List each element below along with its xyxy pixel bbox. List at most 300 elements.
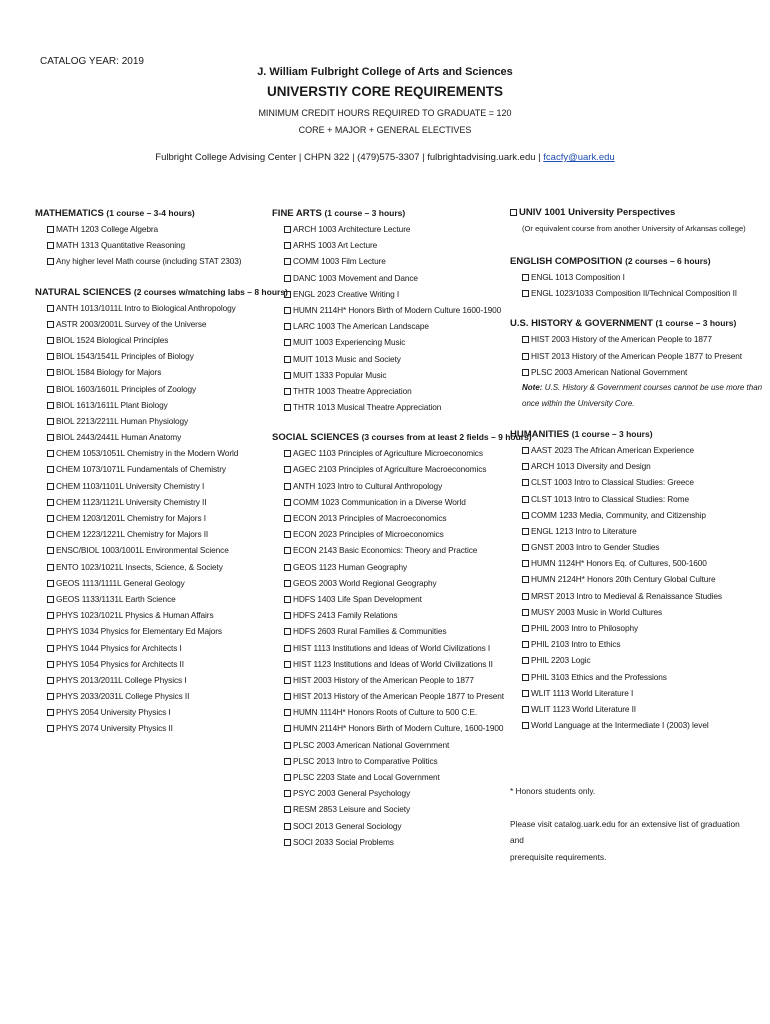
checkbox[interactable] [284, 499, 291, 506]
course-item [272, 607, 504, 623]
course-item [272, 526, 504, 542]
course-label: CHEM 1123/1121L University Chemistry II [56, 496, 207, 507]
course-item [272, 818, 504, 834]
course-label: CLST 1003 Intro to Classical Studies: Greece [531, 477, 694, 488]
checkbox[interactable] [522, 544, 529, 551]
section-mathematics [35, 205, 265, 270]
checkbox[interactable] [284, 547, 291, 554]
course-label: ECON 2023 Principles of Microeconomics [293, 529, 444, 540]
section-heading [510, 253, 755, 269]
checkbox[interactable] [284, 742, 291, 749]
course-item [510, 669, 755, 685]
course-item [510, 685, 755, 701]
course-item [35, 348, 265, 364]
course-label: PLSC 2003 American National Government [531, 366, 688, 377]
course-label: MATH 1313 Quantitative Reasoning [56, 240, 186, 251]
course-item [510, 604, 755, 620]
footer-line-2: prerequisite requirements. [510, 851, 607, 862]
course-item [35, 381, 265, 397]
course-label: PSYC 2003 General Psychology [293, 788, 411, 799]
course-item [272, 656, 504, 672]
checkbox[interactable] [522, 560, 529, 567]
course-label: GEOS 2003 World Regional Geography [293, 577, 437, 588]
course-label: AAST 2023 The African American Experience [531, 444, 695, 455]
course-label: HIST 2013 History of the American People 1877 to Present [531, 350, 743, 361]
course-label: BIOL 1524 Biological Principles [56, 334, 169, 345]
course-item [35, 461, 265, 477]
section-university-perspectives [510, 205, 755, 237]
course-label: PLSC 2203 State and Local Government [293, 772, 440, 782]
checkbox[interactable] [47, 499, 54, 506]
checkbox[interactable] [522, 463, 529, 470]
course-label: ENGL 1213 Intro to Literature [531, 525, 637, 536]
course-label: THTR 1013 Musical Theatre Appreciation [293, 402, 442, 413]
checkbox[interactable] [522, 479, 529, 486]
course-item [35, 656, 265, 672]
checkbox[interactable] [47, 580, 54, 587]
checkbox[interactable] [47, 305, 54, 312]
checkbox[interactable] [47, 645, 54, 652]
checkbox[interactable] [522, 447, 529, 454]
checkbox[interactable] [284, 645, 291, 652]
section-title: SOCIAL SCIENCES [272, 432, 359, 444]
course-item [272, 575, 504, 591]
course-label: DANC 1003 Movement and Dance [293, 272, 418, 283]
course-list [35, 300, 265, 737]
course-label: SOCI 2013 General Sociology [293, 820, 402, 831]
course-item [272, 270, 504, 286]
section-heading [272, 205, 504, 221]
checkbox[interactable] [522, 353, 529, 360]
checkbox[interactable] [47, 661, 54, 668]
course-label: PHYS 2033/2031L College Physics II [56, 691, 190, 702]
checkbox[interactable] [284, 564, 291, 571]
course-item [35, 478, 265, 494]
course-item [272, 623, 504, 639]
checkbox[interactable] [47, 258, 54, 265]
course-label: ENGL 1013 Composition I [531, 272, 625, 282]
course-label: BIOL 2213/2211L Human Physiology [56, 415, 189, 426]
honors-note: * Honors students only. [510, 786, 596, 797]
checkbox[interactable] [47, 418, 54, 425]
course-item [35, 445, 265, 461]
course-item [272, 688, 504, 704]
checkbox[interactable] [522, 274, 529, 281]
section-heading [272, 429, 532, 445]
course-item [272, 640, 504, 656]
checkbox[interactable] [284, 483, 291, 490]
course-label: HDFS 1403 Life Span Development [293, 593, 422, 604]
checkbox[interactable] [284, 806, 291, 813]
course-item [35, 429, 265, 445]
course-label: BIOL 1603/1601L Principles of Zoology [56, 383, 197, 394]
checkbox[interactable] [284, 839, 291, 846]
course-list [510, 442, 755, 733]
course-item [35, 575, 265, 591]
course-label: HUMN 1124H* Honors Eq. of Cultures, 500-1600 [531, 558, 707, 569]
checkbox[interactable] [47, 337, 54, 344]
checkbox[interactable] [522, 674, 529, 681]
checkbox[interactable] [522, 369, 529, 376]
checkbox[interactable] [47, 226, 54, 233]
course-item [272, 785, 504, 801]
course-label: MATH 1203 College Algebra [56, 224, 159, 234]
checkbox[interactable] [47, 547, 54, 554]
course-label: ECON 2013 Principles of Macroeconomics [293, 513, 447, 523]
section-heading [510, 315, 755, 331]
course-label: THTR 1003 Theatre Appreciation [293, 385, 412, 396]
section-heading [510, 426, 755, 442]
course-label: PHYS 2054 University Physics I [56, 707, 171, 718]
course-item [510, 620, 755, 636]
checkbox[interactable] [284, 291, 291, 298]
course-label: BIOL 1613/1611L Plant Biology [56, 399, 168, 410]
course-item [35, 364, 265, 380]
course-label: HUMN 2114H* Honors Birth of Modern Culture 1600-1900 [293, 304, 502, 315]
course-item [272, 753, 504, 769]
course-item [35, 559, 265, 575]
course-list [272, 221, 504, 415]
checkbox[interactable] [522, 528, 529, 535]
course-label: ASTR 2003/2001L Survey of the Universe [56, 318, 207, 329]
course-item [272, 834, 504, 850]
checkbox[interactable] [47, 466, 54, 473]
course-item [510, 458, 755, 474]
course-label: PHIL 2203 Logic [531, 655, 591, 666]
checkbox[interactable] [522, 336, 529, 343]
course-label: GEOS 1123 Human Geography [293, 561, 408, 572]
checkbox[interactable] [47, 596, 54, 603]
course-label: GEOS 1133/1131L Earth Science [56, 593, 176, 604]
course-item [35, 510, 265, 526]
course-label: CHEM 1073/1071L Fundamentals of Chemistry [56, 464, 226, 475]
checkbox[interactable] [284, 339, 291, 346]
course-label: ANTH 1013/1011L Intro to Biological Anthropology [56, 302, 236, 313]
checkbox[interactable] [284, 356, 291, 363]
course-item [35, 591, 265, 607]
course-item [35, 704, 265, 720]
checkbox[interactable] [522, 512, 529, 519]
course-label: SOCI 2033 Social Problems [293, 836, 394, 847]
checkbox[interactable] [284, 531, 291, 538]
course-item [510, 507, 755, 523]
course-item [510, 364, 755, 380]
course-label: BIOL 2443/2441L Human Anatomy [56, 432, 182, 443]
checkbox[interactable] [284, 758, 291, 765]
checkbox[interactable] [284, 725, 291, 732]
course-label: AGEC 1103 Principles of Agriculture Microeconomics [293, 448, 483, 459]
course-item [35, 253, 265, 269]
course-label: BIOL 1543/1541L Principles of Biology [56, 351, 194, 362]
column-1 [35, 205, 288, 751]
course-label: ENGL 1023/1033 Composition II/Technical Composition II [531, 288, 737, 299]
section-requirement: (1 course – 3 hours) [324, 208, 406, 218]
course-list [510, 269, 755, 301]
course-label: WLIT 1123 World Literature II [531, 703, 637, 714]
course-item [272, 559, 504, 575]
course-item [35, 413, 265, 429]
course-item [272, 801, 504, 817]
checkbox[interactable] [284, 693, 291, 700]
course-item [272, 445, 504, 461]
checkbox[interactable] [47, 450, 54, 457]
section-english-composition [510, 253, 755, 301]
course-label: CHEM 1103/1101L University Chemistry I [56, 480, 205, 491]
checkbox[interactable] [284, 628, 291, 635]
course-label: AGEC 2103 Principles of Agriculture Macroeconomics [293, 464, 487, 475]
course-label: PHIL 2103 Intro to Ethics [531, 639, 621, 650]
course-label: PHIL 3103 Ethics and the Professions [531, 671, 667, 682]
checkbox[interactable] [47, 369, 54, 376]
checkbox[interactable] [284, 677, 291, 684]
checkbox[interactable] [522, 706, 529, 713]
course-item [272, 302, 504, 318]
checkbox[interactable] [284, 580, 291, 587]
course-label: MUIT 1003 Experiencing Music [293, 337, 406, 348]
checkbox[interactable] [47, 353, 54, 360]
checkbox[interactable] [284, 612, 291, 619]
min-hours-line: MINIMUM CREDIT HOURS REQUIRED TO GRADUATE = 120 [258, 108, 512, 118]
checkbox[interactable] [284, 823, 291, 830]
course-label: MRST 2013 Intro to Medieval & Renaissance Studies [531, 590, 722, 601]
course-label: PHYS 2013/2011L College Physics I [56, 674, 187, 685]
course-item [272, 494, 504, 510]
checkbox[interactable] [284, 323, 291, 330]
checkbox[interactable] [47, 402, 54, 409]
course-label: HDFS 2603 Rural Families & Communities [293, 626, 447, 637]
checkbox[interactable] [284, 709, 291, 716]
section-humanities [510, 426, 755, 733]
course-label: PHIL 2003 Intro to Philosophy [531, 623, 639, 633]
course-item [510, 717, 755, 733]
course-label: HIST 1113 Institutions and Ideas of World Civilizations I [293, 642, 491, 653]
section-title: FINE ARTS [272, 208, 322, 219]
checkbox[interactable] [47, 725, 54, 732]
checkbox[interactable] [47, 515, 54, 522]
course-label: GEOS 1113/1111L General Geology [56, 577, 185, 588]
course-label: HIST 1123 Institutions and Ideas of World Civilizations II [293, 658, 493, 669]
course-item [272, 461, 504, 477]
course-item [510, 348, 755, 364]
course-label: WLIT 1113 World Literature I [531, 687, 634, 698]
checkbox[interactable] [284, 596, 291, 603]
course-item [510, 491, 755, 507]
course-label: MUSY 2003 Music in World Cultures [531, 606, 663, 617]
checkbox[interactable] [284, 258, 291, 265]
section-title: HUMANITIES [510, 428, 570, 440]
course-label: GNST 2003 Intro to Gender Studies [531, 542, 660, 553]
course-item [272, 510, 504, 526]
section-heading [510, 205, 755, 221]
course-label: COMM 1003 Film Lecture [293, 256, 386, 267]
checkbox[interactable] [284, 404, 291, 411]
course-item [35, 300, 265, 316]
checkbox[interactable] [47, 612, 54, 619]
course-label: ECON 2143 Basic Economics: Theory and Practice [293, 545, 478, 556]
course-label: LARC 1003 The American Landscape [293, 321, 429, 332]
course-list [272, 445, 504, 850]
course-label: ARCH 1013 Diversity and Design [531, 461, 651, 472]
course-item [272, 221, 504, 237]
course-label: HIST 2003 History of the American People to 1877 [531, 334, 712, 345]
checkbox[interactable] [284, 388, 291, 395]
course-item [35, 640, 265, 656]
checkbox[interactable] [284, 790, 291, 797]
note-label: Note: [522, 382, 543, 392]
course-item [510, 636, 755, 652]
course-label: CLST 1013 Intro to Classical Studies: Rome [531, 493, 689, 504]
course-item [272, 478, 504, 494]
checkbox[interactable] [522, 609, 529, 616]
course-item [272, 704, 504, 720]
section-natural-sciences [35, 284, 288, 737]
course-item [510, 523, 755, 539]
course-item [35, 316, 265, 332]
course-item [35, 672, 265, 688]
checkbox[interactable] [522, 593, 529, 600]
section-title: MATHEMATICS [35, 208, 104, 219]
course-item [272, 318, 504, 334]
course-item [35, 526, 265, 542]
course-list [35, 221, 265, 270]
section-us-history-government [510, 315, 763, 412]
section-title: ENGLISH COMPOSITION [510, 256, 623, 267]
course-label: HIST 2003 History of the American People to 1877 [293, 674, 474, 685]
course-label: World Language at the Intermediate I (2003) level [531, 720, 709, 731]
course-label: HUMN 2124H* Honors 20th Century Global Culture [531, 574, 716, 585]
checkbox[interactable] [47, 434, 54, 441]
checkbox[interactable] [522, 576, 529, 583]
course-label: PHYS 1034 Physics for Elementary Ed Majors [56, 626, 222, 637]
course-item [510, 285, 755, 301]
course-item [510, 539, 755, 555]
section-heading [35, 205, 265, 221]
course-label: CHEM 1223/1221L Chemistry for Majors II [56, 529, 209, 540]
course-label: ARHS 1003 Art Lecture [293, 240, 378, 251]
course-item [510, 269, 755, 285]
contact-text: Fulbright College Advising Center | CHPN 322 | (479)575-3307 | fulbrightadvising.uark.edu | [155, 152, 541, 163]
checkbox[interactable] [47, 242, 54, 249]
checkbox[interactable] [510, 209, 517, 216]
checkbox[interactable] [284, 466, 291, 473]
course-item [35, 332, 265, 348]
section-requirement: (3 courses from at least 2 fields – 9 hours) [361, 432, 532, 443]
course-item [272, 253, 504, 269]
checkbox[interactable] [522, 496, 529, 503]
course-label: ENSC/BIOL 1003/1001L Environmental Science [56, 545, 229, 556]
checkbox[interactable] [522, 657, 529, 664]
section-requirement: (2 courses w/matching labs – 8 hours) [133, 286, 288, 297]
course-item [272, 399, 504, 415]
course-item [35, 221, 265, 237]
course-item [272, 367, 504, 383]
checkbox[interactable] [47, 709, 54, 716]
checkbox[interactable] [522, 641, 529, 648]
checkbox[interactable] [284, 450, 291, 457]
course-item [510, 474, 755, 490]
section-fine-arts [272, 205, 504, 415]
section-social-sciences [272, 429, 532, 850]
contact-line [0, 152, 770, 163]
checkbox[interactable] [47, 564, 54, 571]
course-item [510, 571, 755, 587]
checkbox[interactable] [47, 628, 54, 635]
note-text: U.S. History & Government courses cannot be use more than [544, 382, 763, 392]
section-title: UNIV 1001 University Perspectives [519, 207, 676, 218]
course-label: CHEM 1203/1201L Chemistry for Majors I [56, 513, 206, 523]
course-label: PHYS 1044 Physics for Architects I [56, 642, 182, 653]
section-requirement: (2 courses – 6 hours) [625, 256, 711, 266]
course-item [272, 334, 504, 350]
course-item [35, 623, 265, 639]
course-item [272, 383, 504, 399]
checkbox[interactable] [284, 515, 291, 522]
page-title: UNIVERSTIY CORE REQUIREMENTS [266, 84, 504, 99]
course-item [510, 331, 755, 347]
checkbox[interactable] [284, 774, 291, 781]
course-item [510, 701, 755, 717]
course-label: HUMN 1114H* Honors Roots of Culture to 500 C.E. [293, 707, 478, 718]
checkbox[interactable] [284, 275, 291, 282]
checkbox[interactable] [522, 722, 529, 729]
course-label: HDFS 2413 Family Relations [293, 610, 398, 621]
checkbox[interactable] [284, 372, 291, 379]
checkbox[interactable] [47, 531, 54, 538]
course-item [35, 607, 265, 623]
course-label: ENTO 1023/1021L Insects, Science, & Society [56, 561, 223, 572]
column-3 [510, 205, 763, 865]
checkbox[interactable] [284, 307, 291, 314]
course-item [272, 237, 504, 253]
course-item [35, 720, 265, 736]
section-title: NATURAL SCIENCES [35, 286, 132, 298]
course-label: PHYS 1054 Physics for Architects II [56, 658, 184, 669]
course-item [510, 555, 755, 571]
checkbox[interactable] [284, 242, 291, 249]
course-label: BIOL 1584 Biology for Majors [56, 367, 162, 378]
catalog-year: CATALOG YEAR: 2019 [40, 56, 144, 67]
checkbox[interactable] [522, 290, 529, 297]
ushist-note-2: once within the University Core. [522, 398, 635, 408]
course-item [510, 588, 755, 604]
core-line: CORE + MAJOR + GENERAL ELECTIVES [298, 125, 472, 135]
course-item [272, 542, 504, 558]
checkbox[interactable] [47, 483, 54, 490]
college-name: J. William Fulbright College of Arts and Sciences [257, 66, 513, 78]
checkbox[interactable] [522, 690, 529, 697]
course-label: COMM 1023 Communication in a Diverse World [293, 496, 466, 507]
course-label: MUIT 1333 Popular Music [293, 369, 387, 380]
course-item [35, 688, 265, 704]
section-title: U.S. HISTORY & GOVERNMENT [510, 318, 653, 330]
checkbox[interactable] [47, 386, 54, 393]
checkbox[interactable] [284, 661, 291, 668]
course-item [272, 720, 504, 736]
checkbox[interactable] [47, 677, 54, 684]
checkbox[interactable] [284, 226, 291, 233]
course-item [272, 591, 504, 607]
course-list [510, 331, 755, 380]
course-label: PHYS 2074 University Physics II [56, 723, 173, 734]
checkbox[interactable] [522, 625, 529, 632]
course-label: RESM 2853 Leisure and Society [293, 804, 411, 815]
checkbox[interactable] [47, 321, 54, 328]
checkbox[interactable] [47, 693, 54, 700]
course-item [35, 237, 265, 253]
course-label: ENGL 2023 Creative Writing I [293, 288, 400, 299]
email-link[interactable]: fcacfy@uark.edu [543, 152, 615, 163]
course-item [272, 672, 504, 688]
